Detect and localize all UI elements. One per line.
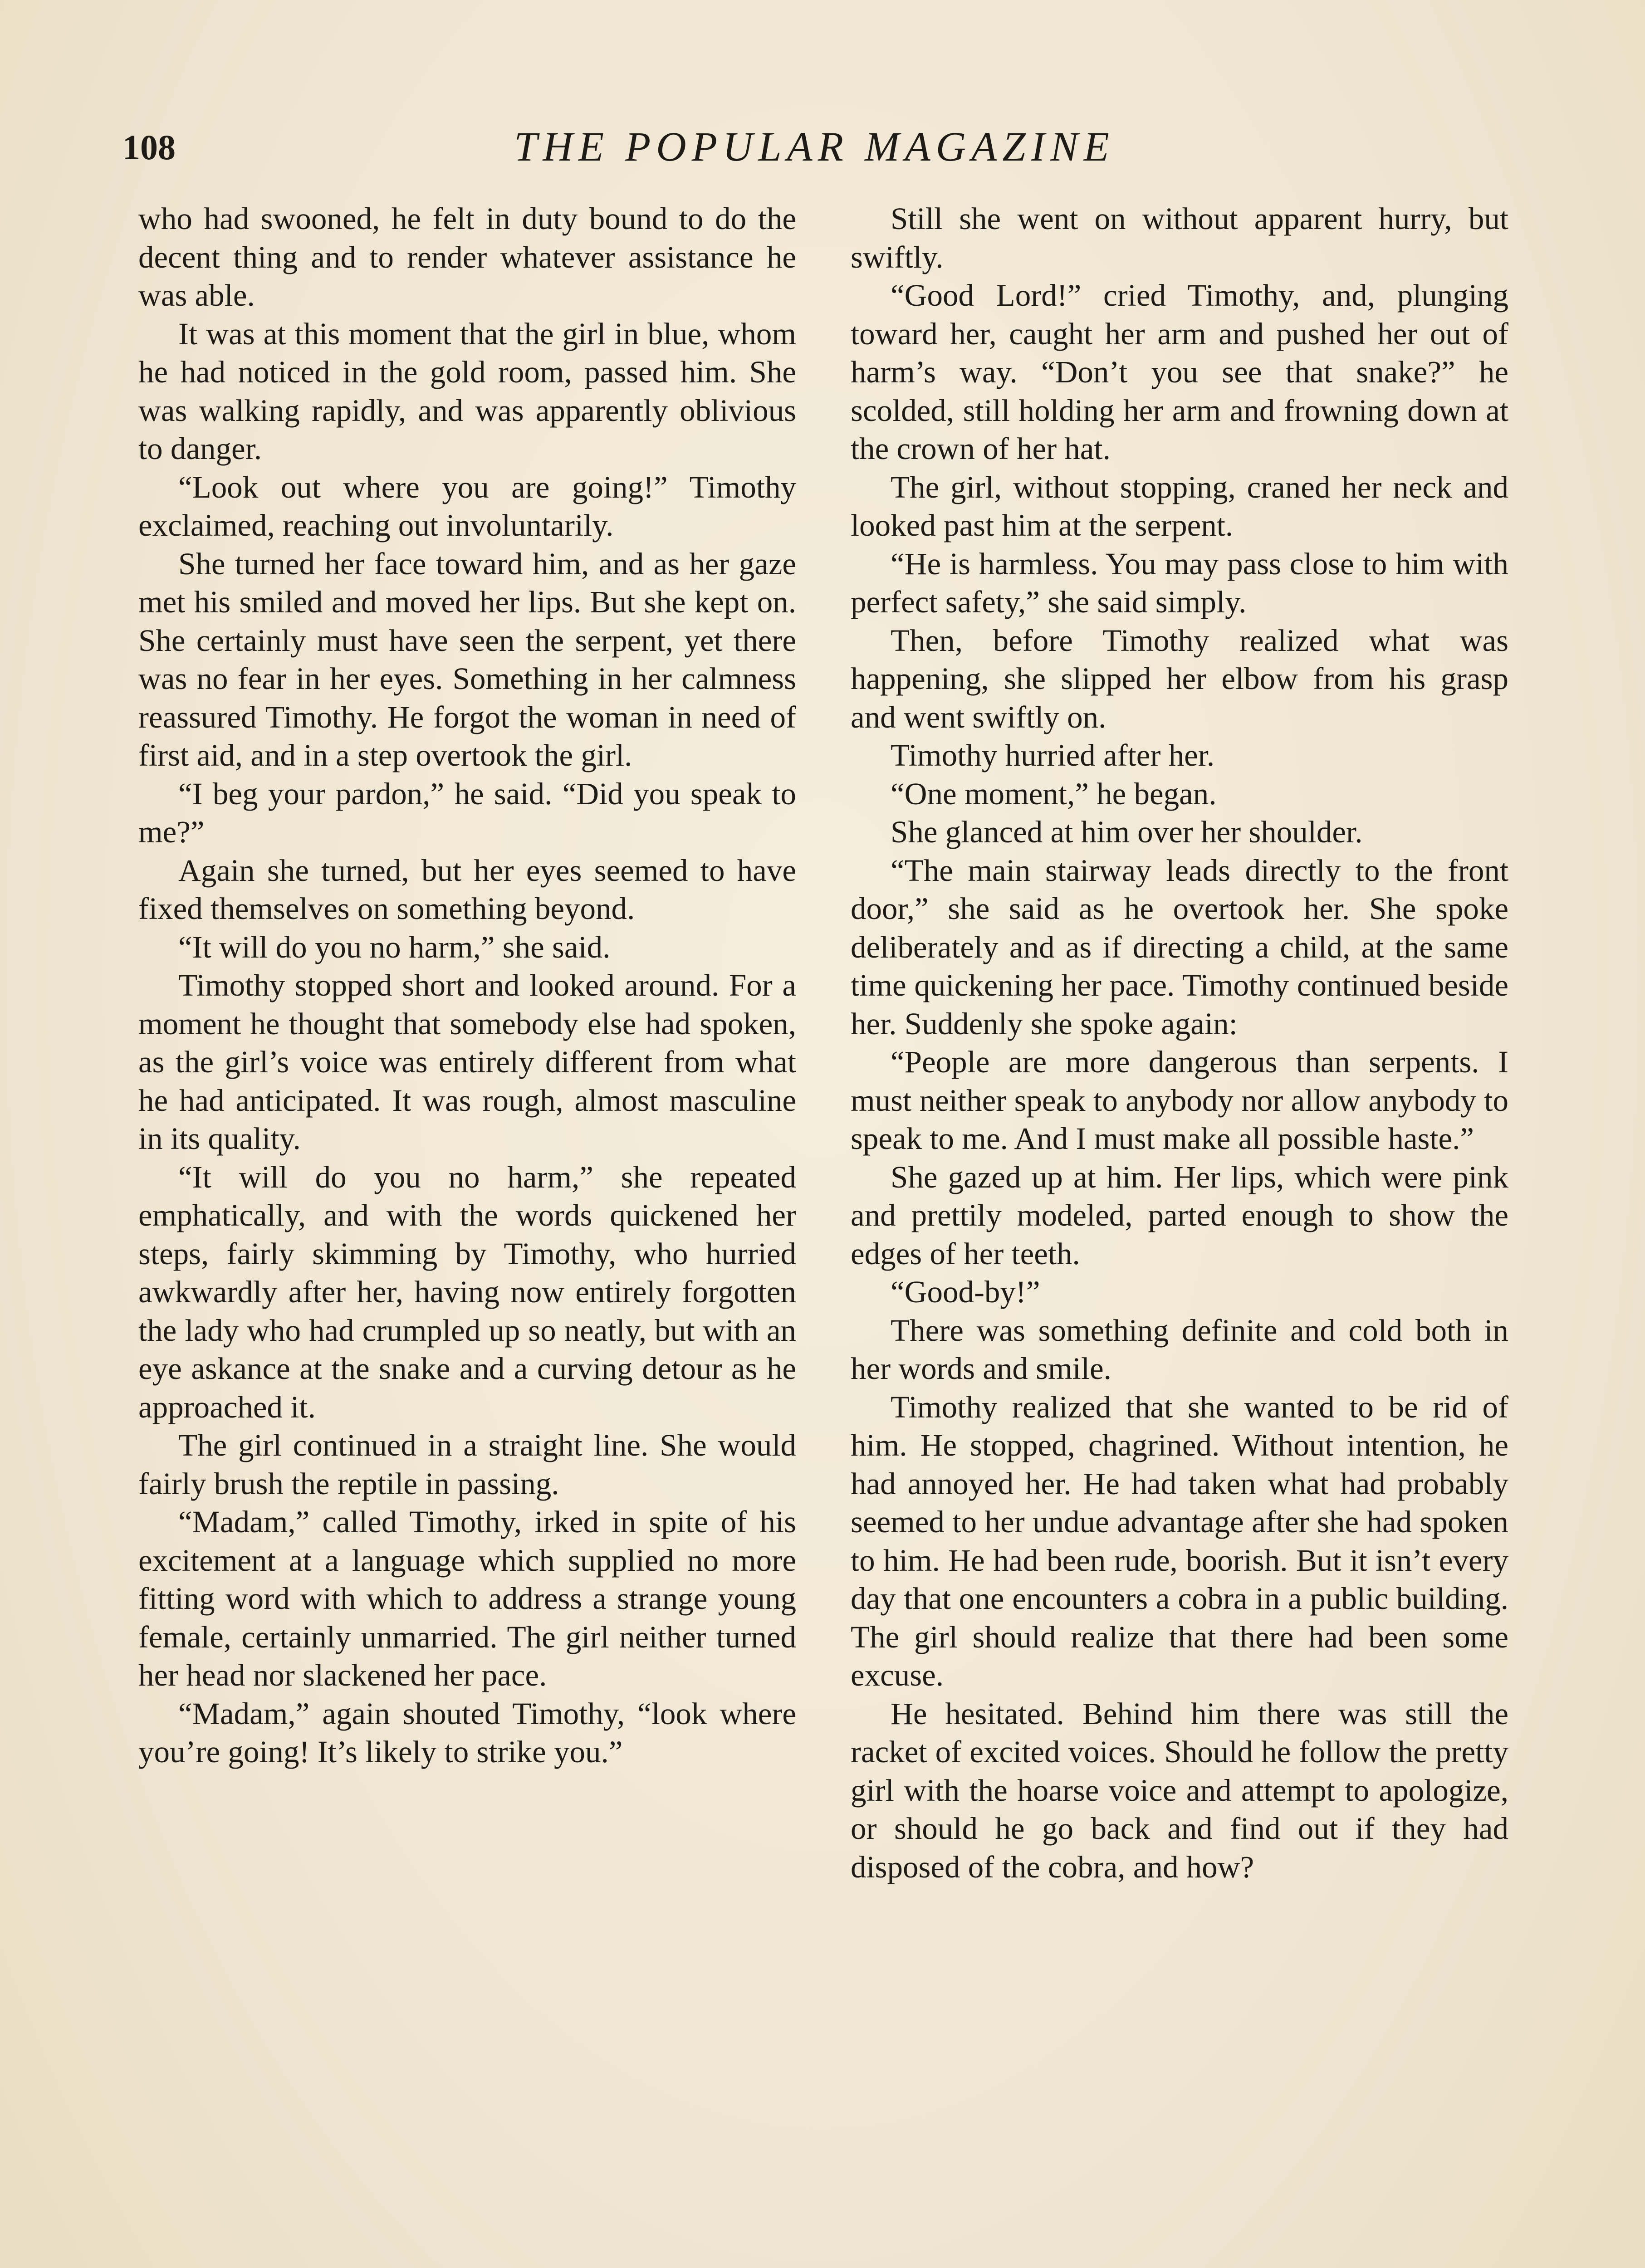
paragraph: There was something definite and cold both in her words and smile. [851,1313,1508,1386]
paragraph: “Good-by!” [891,1275,1040,1309]
paragraph: He hesitated. Behind him there was still the racket of excited voices. Should he follow the pretty girl with the hoarse voice and attempt to apologize, or should he go back and find out if they had disposed of the cobra, and how? [851,1696,1508,1884]
running-title: THE POPULAR MAGAZINE [514,123,1115,170]
right-column [851,200,1508,2268]
paragraph: The girl continued in a straight line. She would fairly brush the reptile in passing. [138,1428,796,1501]
paragraph: Again she turned, but her eyes seemed to have fixed themselves on something beyond. [138,853,796,926]
paragraph: Timothy stopped short and looked around. For a moment he thought that somebody else had spoken, as the girl’s voice was entirely different from what he had anticipated. It was rough, almost masculine in its quality. [138,968,796,1156]
paragraph: “Good Lord!” cried Timothy, and, plunging toward her, caught her arm and pushed her out of harm’s way. “Don’t you see that snake?” he scolded, still holding her arm and frowning down at the crown of her hat. [851,278,1508,466]
paragraph: It was at this moment that the girl in blue, whom he had noticed in the gold room, passed him. She was walking rapidly, and was apparently oblivious to danger. [138,316,796,466]
paragraph: “One moment,” he began. [891,776,1217,811]
paragraph: “I beg your pardon,” he said. “Did you speak to me?” [138,776,796,849]
paragraph: “Madam,” called Timothy, irked in spite of his excitement at a language which supplied no more fitting word with which to address a strange young female, certainly unmarried. The girl neither turned her head nor slackened her pace. [138,1505,796,1692]
paragraph: Still she went on without apparent hurry, but swiftly. [851,201,1508,274]
paragraph: The girl, without stopping, craned her neck and looked past him at the serpent. [851,469,1508,543]
paragraph: Then, before Timothy realized what was happening, she slipped her elbow from his grasp and went swiftly on. [851,623,1508,734]
left-column [138,200,796,2268]
paragraph: She gazed up at him. Her lips, which were pink and prettily modeled, parted enough to show the edges of her teeth. [851,1159,1508,1271]
paragraph: Timothy realized that she wanted to be rid of him. He stopped, chagrined. Without intention, he had annoyed her. He had taken what had probably seemed to her undue advantage after she had spoken to him. He had been rude, boorish. But it isn’t every day that one encounters a cobra in a public building. The girl should realize that there had been some excuse. [851,1389,1508,1692]
paragraph: “It will do you no harm,” she said. [178,929,611,964]
text-columns [138,200,1508,2268]
paragraph: Timothy hurried after her. [891,738,1215,772]
paragraph: “The main stairway leads directly to the front door,” she said as he overtook her. She spoke deliberately and as if directing a child, at the same time quickening her pace. Timothy continued beside her. Suddenly she spoke again: [851,853,1508,1041]
page-number: 108 [122,127,176,167]
paragraph: She glanced at him over her shoulder. [891,815,1363,849]
paragraph: “It will do you no harm,” she repeated emphatically, and with the words quickened her steps, fairly skimming by Timothy, who hurried awkwardly after her, having now entirely forgotten the lady who had crumpled up so neatly, but with an eye askance at the snake and a curving detour as he approached it. [138,1159,796,1424]
paragraph: She turned her face toward him, and as her gaze met his smiled and moved her lips. But she kept on. She certainly must have seen the serpent, yet there was no fear in her eyes. Something in her calmness reassured Timothy. He forgot the woman in need of first aid, and in a step overtook the girl. [138,546,796,772]
paragraph: “Madam,” again shouted Timothy, “look where you’re going! It’s likely to strike you.” [138,1696,796,1769]
paragraph: “He is harmless. You may pass close to him with perfect safety,” she said simply. [851,546,1508,619]
page-header [122,113,1506,181]
paragraph: “Look out where you are going!” Timothy exclaimed, reaching out involuntarily. [138,469,796,543]
paragraph: who had swooned, he felt in duty bound to do the decent thing and to render whatever assistance he was able. [138,201,796,313]
paragraph: “People are more dangerous than serpents. I must neither speak to anybody nor allow anybody to speak to me. And I must make all possible haste.” [851,1045,1508,1156]
